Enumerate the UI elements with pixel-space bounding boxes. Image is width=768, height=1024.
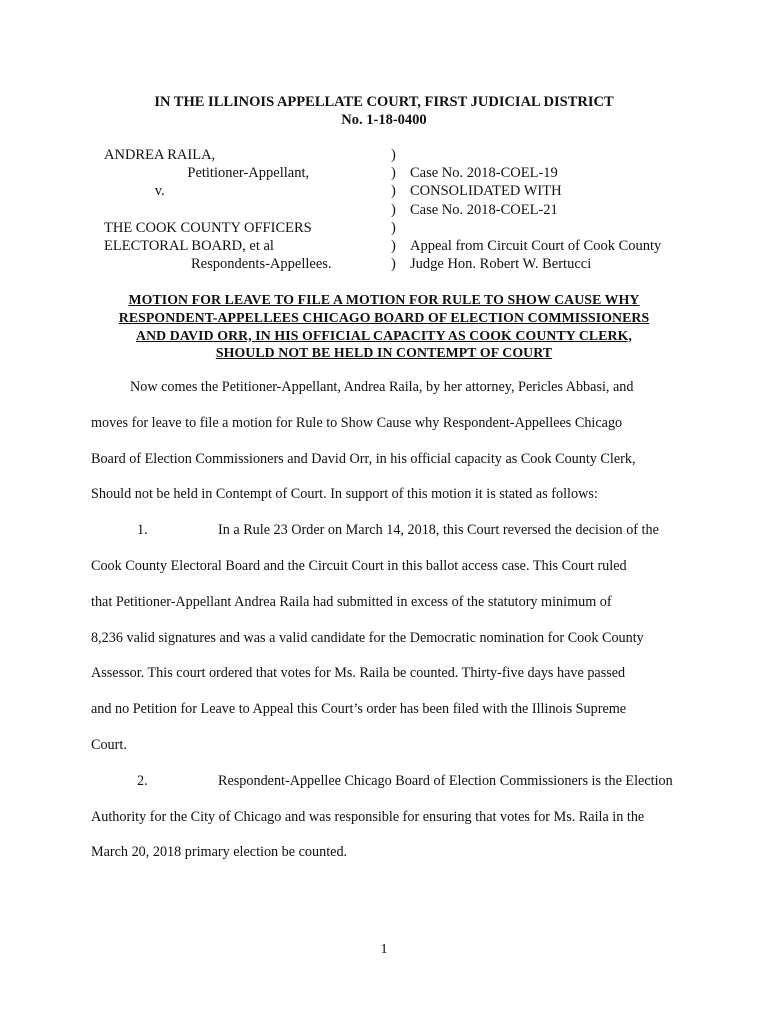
caption-paren: ) [391,237,396,254]
caption-info-line: Appeal from Circuit Court of Cook County [410,237,662,254]
motion-body [91,378,681,879]
caption-info-line: Case No. 2018-COEL-19 [410,165,558,182]
caption-party-line: ANDREA RAILA, [104,147,216,163]
caption-party-line: ELECTORAL BOARD, et al [104,237,274,254]
body-line: Now comes the Petitioner-Appellant, Andrea Raila, by her attorney, Pericles Abbasi, and [130,379,634,395]
body-line: Assessor. This court ordered that votes for Ms. Raila be counted. Thirty-five days have passed [91,665,626,682]
motion-title-line: MOTION FOR LEAVE TO FILE A MOTION FOR RULE TO SHOW CAUSE WHY [128,292,640,307]
case-number: No. 1-18-0400 [341,112,427,128]
caption-party-line: v. [104,183,165,200]
body-line: March 20, 2018 primary election be counted. [91,844,348,861]
caption-parties [104,146,394,273]
body-line: Court. [91,736,127,753]
body-line: Authority for the City of Chicago and was responsible for ensuring that votes for Ms. Raila in the [91,808,645,825]
caption-party-line: Petitioner-Appellant, [104,165,310,182]
caption-paren: ) [391,183,396,200]
caption-divider [391,146,403,273]
body-line: moves for leave to file a motion for Rule to Show Cause why Respondent-Appellees Chicago [91,414,623,431]
caption-info-line: Case No. 2018-COEL-21 [410,201,558,218]
caption-case-info [410,146,710,273]
paragraph-1-first-line [91,521,681,557]
motion-title-line: SHOULD NOT BE HELD IN CONTEMPT OF COURT [215,345,553,361]
caption-paren: ) [391,147,396,163]
body-line: Cook County Electoral Board and the Circuit Court in this ballot access case. This Court ruled [91,557,627,574]
caption-paren: ) [391,201,396,218]
caption-info-line [410,219,710,237]
caption-paren: ) [391,256,396,273]
caption-paren: ) [391,219,396,236]
body-line: Board of Election Commissioners and David Orr, in his official capacity as Cook County Clerk, [91,450,636,467]
body-line: that Petitioner-Appellant Andrea Raila had submitted in excess of the statutory minimum of [91,593,612,610]
motion-title-line: AND DAVID ORR, IN HIS OFFICIAL CAPACITY AS COOK COUNTY CLERK, [136,327,632,343]
caption-info-line [410,146,710,164]
body-line: and no Petition for Leave to Appeal this Court’s order has been filed with the Illinois Supreme [91,701,627,718]
caption-info-line: Judge Hon. Robert W. Bertucci [410,256,592,273]
page-number: 1 [380,942,388,957]
caption-party-line: THE COOK COUNTY OFFICERS [104,219,312,236]
caption-paren: ) [391,165,396,182]
paragraph-number: 1. [137,522,148,539]
court-header [0,93,768,129]
caption-party-line: Respondents-Appellees. [104,256,332,273]
paragraph-2-first-line [91,772,681,808]
caption-party-line [104,201,394,219]
paragraph-number: 2. [137,772,148,789]
body-line: Respondent-Appellee Chicago Board of Election Commissioners is the Election [218,772,673,789]
caption-info-line: CONSOLIDATED WITH [410,183,562,200]
body-line: Should not be held in Contempt of Court. In support of this motion it is stated as follows: [91,486,598,503]
body-line: In a Rule 23 Order on March 14, 2018, this Court reversed the decision of the [218,522,659,539]
court-name: IN THE ILLINOIS APPELLATE COURT, FIRST JUDICIAL DISTRICT [154,94,614,110]
body-line: 8,236 valid signatures and was a valid candidate for the Democratic nomination for Cook County [91,629,644,646]
motion-title-line: RESPONDENT-APPELLEES CHICAGO BOARD OF ELECTION COMMISSIONERS [118,309,650,325]
motion-title [0,291,768,362]
